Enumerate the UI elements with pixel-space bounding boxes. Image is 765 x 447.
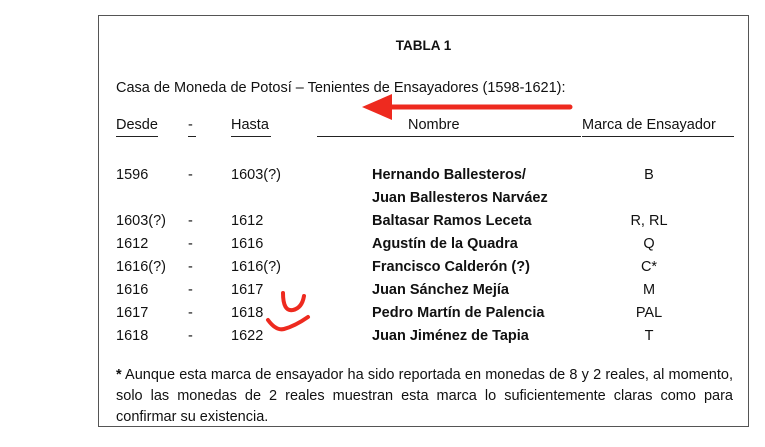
row-8-dash: -: [188, 328, 193, 344]
row-8-desde: 1618: [116, 328, 149, 344]
red-arrow-head: [362, 94, 392, 120]
row-7-marca: PAL: [635, 305, 663, 321]
row-7-hasta: 1618: [231, 305, 264, 321]
row-6-dash: -: [188, 282, 193, 298]
row-5-desde: 1616(?): [116, 259, 166, 275]
header-dash: -: [188, 117, 193, 133]
row-5-hasta: 1616(?): [231, 259, 281, 275]
header-desde: Desde: [116, 117, 158, 133]
row-2-nombre: Juan Ballesteros Narváez: [372, 190, 548, 206]
row-4-nombre: Agustín de la Quadra: [372, 236, 518, 252]
row-4-marca: Q: [643, 236, 655, 252]
footnote-star: *: [116, 367, 122, 383]
table-title: TABLA 1: [395, 38, 452, 53]
row-1-dash: -: [188, 167, 193, 183]
row-6-nombre: Juan Sánchez Mejía: [372, 282, 509, 298]
row-7-dash: -: [188, 305, 193, 321]
row-7-nombre: Pedro Martín de Palencia: [372, 305, 545, 321]
header-marca: Marca de Ensayador: [582, 117, 716, 133]
row-3-hasta: 1612: [231, 213, 264, 229]
header-hasta: Hasta: [231, 117, 269, 133]
row-1-desde: 1596: [116, 167, 149, 183]
row-8-marca: T: [644, 328, 654, 344]
row-5-nombre: Francisco Calderón (?): [372, 259, 530, 275]
row-4-desde: 1612: [116, 236, 149, 252]
row-5-dash: -: [188, 259, 193, 275]
row-5-marca: C*: [640, 259, 658, 275]
row-3-nombre: Baltasar Ramos Leceta: [372, 213, 532, 229]
table-subtitle: Casa de Moneda de Potosí – Tenientes de Ensayadores (1598-1621):: [116, 80, 566, 96]
row-7-desde: 1617: [116, 305, 149, 321]
row-3-desde: 1603(?): [116, 213, 166, 229]
row-6-marca: M: [642, 282, 656, 298]
red-check-mark-1: [283, 293, 304, 310]
row-1-marca: B: [644, 167, 654, 183]
row-1-hasta: 1603(?): [231, 167, 281, 183]
red-check-mark-2: [268, 317, 308, 329]
row-8-hasta: 1622: [231, 328, 264, 344]
header-nombre: Nombre: [408, 117, 460, 133]
row-4-hasta: 1616: [231, 236, 264, 252]
footnote-text: Aunque esta marca de ensayador ha sido reportada en monedas de 8 y 2 reales, al momento, solo las monedas de 2 reales muestran esta marca lo suficientemente claras como para confirmar su existencia.: [116, 367, 733, 425]
row-8-nombre: Juan Jiménez de Tapia: [372, 328, 529, 344]
row-6-desde: 1616: [116, 282, 149, 298]
row-1-nombre: Hernando Ballesteros/: [372, 167, 526, 183]
row-4-dash: -: [188, 236, 193, 252]
row-6-hasta: 1617: [231, 282, 264, 298]
row-3-dash: -: [188, 213, 193, 229]
row-3-marca: R, RL: [630, 213, 668, 229]
